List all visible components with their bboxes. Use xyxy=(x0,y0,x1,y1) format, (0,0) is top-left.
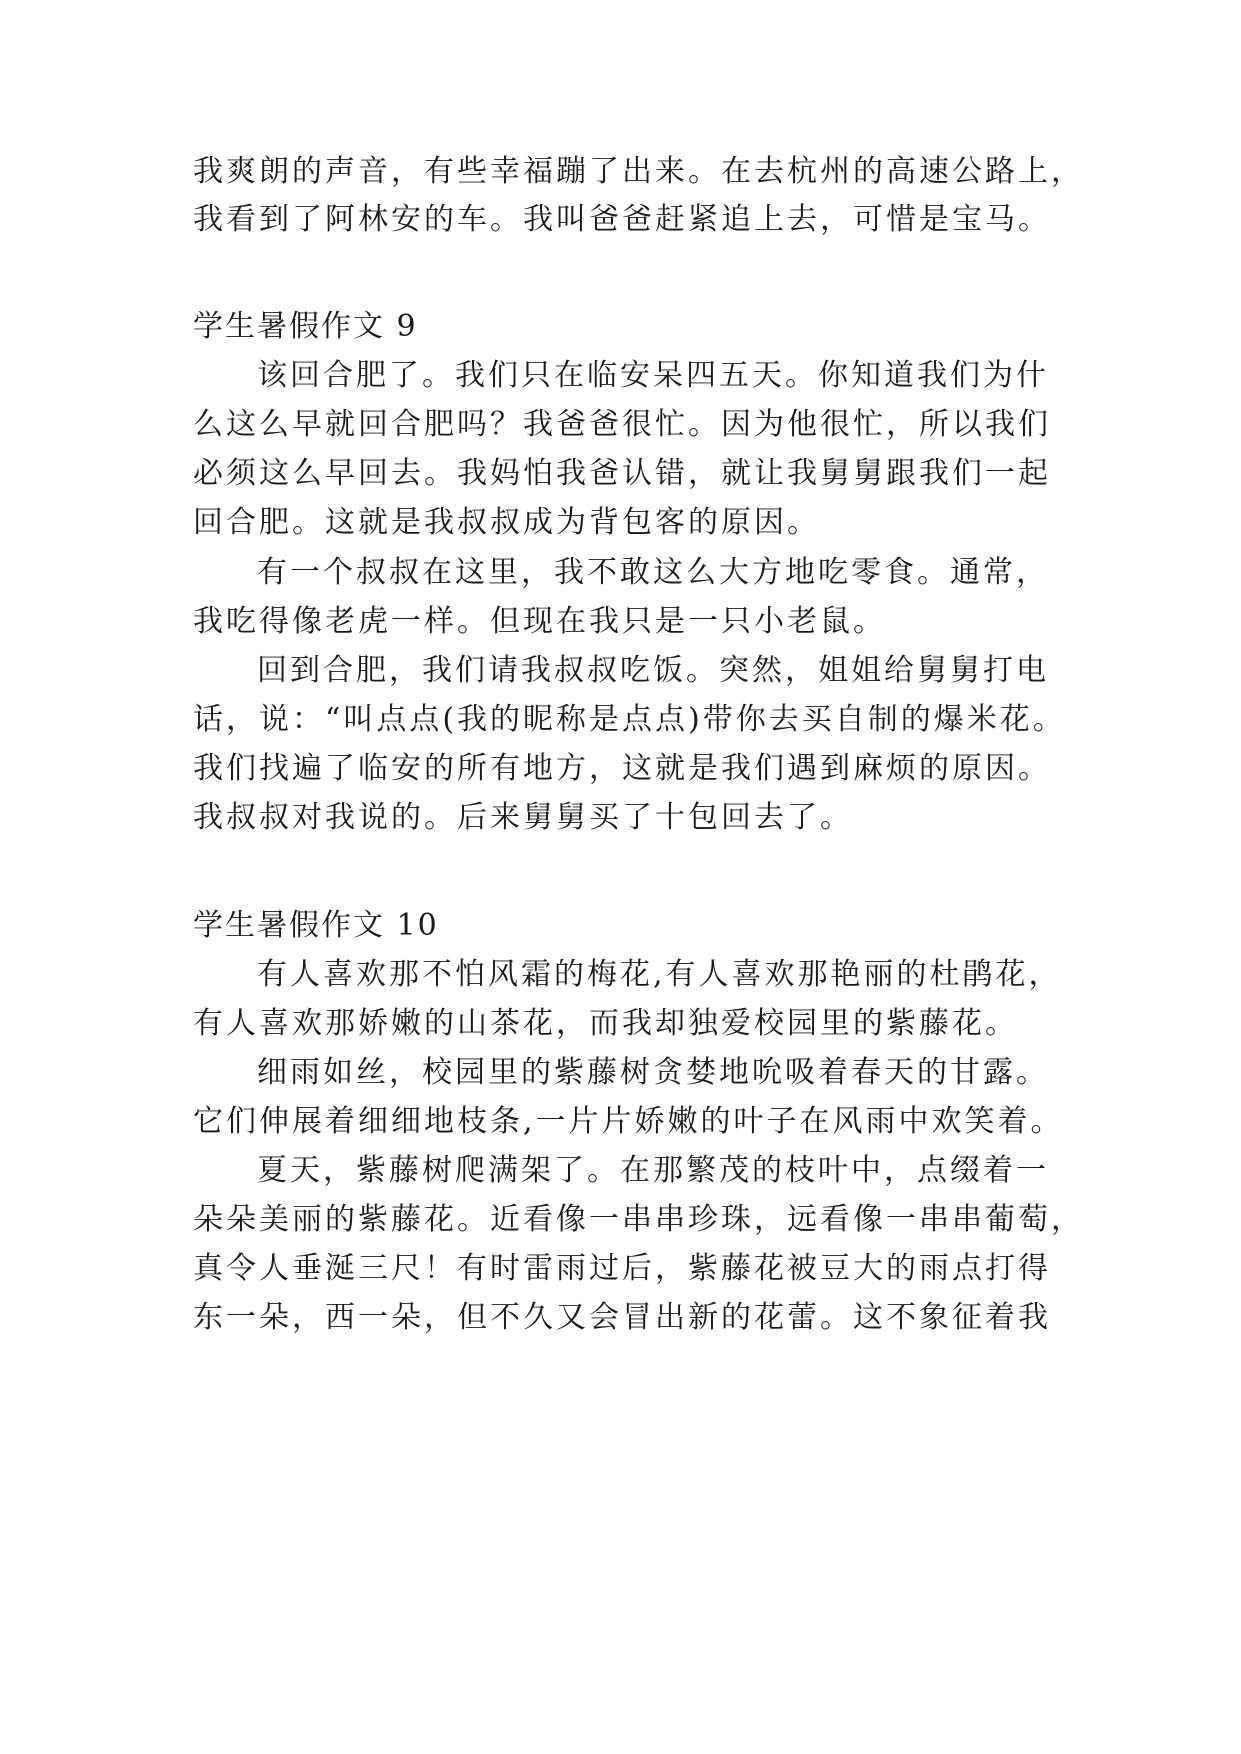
text-line: 我吃得像老虎一样。但现在我只是一只小老鼠。 xyxy=(193,604,886,639)
text-line: 朵朵美丽的紫藤花。近看像一串串珍珠，远看像一串串葡萄， xyxy=(193,1202,1084,1237)
text-line: 我看到了阿林安的车。我叫爸爸赶紧追上去，可惜是宝马。 xyxy=(193,202,1051,237)
text-line: 东一朵，西一朵，但不久又会冒出新的花蕾。这不象征着我 xyxy=(193,1300,1051,1335)
text-line: 该回合肥了。我们只在临安呆四五天。你知道我们为什 xyxy=(257,358,1049,393)
text-line: 有一个叔叔在这里，我不敢这么大方地吃零食。通常， xyxy=(257,555,1049,590)
text-line: 回到合肥，我们请我叔叔吃饭。突然，姐姐给舅舅打电 xyxy=(257,653,1049,688)
text-line: 我们找遍了临安的所有地方，这就是我们遇到麻烦的原因。 xyxy=(193,751,1051,786)
text-line: 有人喜欢那娇嫩的山茶花，而我却独爱校园里的紫藤花。 xyxy=(193,1006,1018,1041)
text-line: 真令人垂涎三尺！有时雷雨过后，紫藤花被豆大的雨点打得 xyxy=(193,1251,1051,1286)
text-line: 话，说：“叫点点(我的昵称是点点)带你去买自制的爆米花。 xyxy=(193,702,1066,737)
text-line: 我爽朗的声音，有些幸福蹦了出来。在去杭州的高速公路上， xyxy=(193,154,1084,189)
section-heading: 学生暑假作文 9 xyxy=(193,309,418,344)
text-line: 细雨如丝，校园里的紫藤树贪婪地吮吸着春天的甘露。 xyxy=(257,1055,1049,1090)
section-heading: 学生暑假作文 10 xyxy=(193,908,439,943)
text-line: 夏天，紫藤树爬满架了。在那繁茂的枝叶中，点缀着一 xyxy=(257,1153,1049,1188)
text-line: 它们伸展着细细地枝条,一片片娇嫩的叶子在风雨中欢笑着。 xyxy=(193,1104,1064,1139)
text-line: 么这么早就回合肥吗？我爸爸很忙。因为他很忙，所以我们 xyxy=(193,407,1051,442)
text-line: 必须这么早回去。我妈怕我爸认错，就让我舅舅跟我们一起 xyxy=(193,456,1051,491)
text-line: 我叔叔对我说的。后来舅舅买了十包回去了。 xyxy=(193,800,853,835)
text-line: 回合肥。这就是我叔叔成为背包客的原因。 xyxy=(193,505,820,540)
text-line: 有人喜欢那不怕风霜的梅花,有人喜欢那艳丽的杜鹃花， xyxy=(257,957,1062,992)
